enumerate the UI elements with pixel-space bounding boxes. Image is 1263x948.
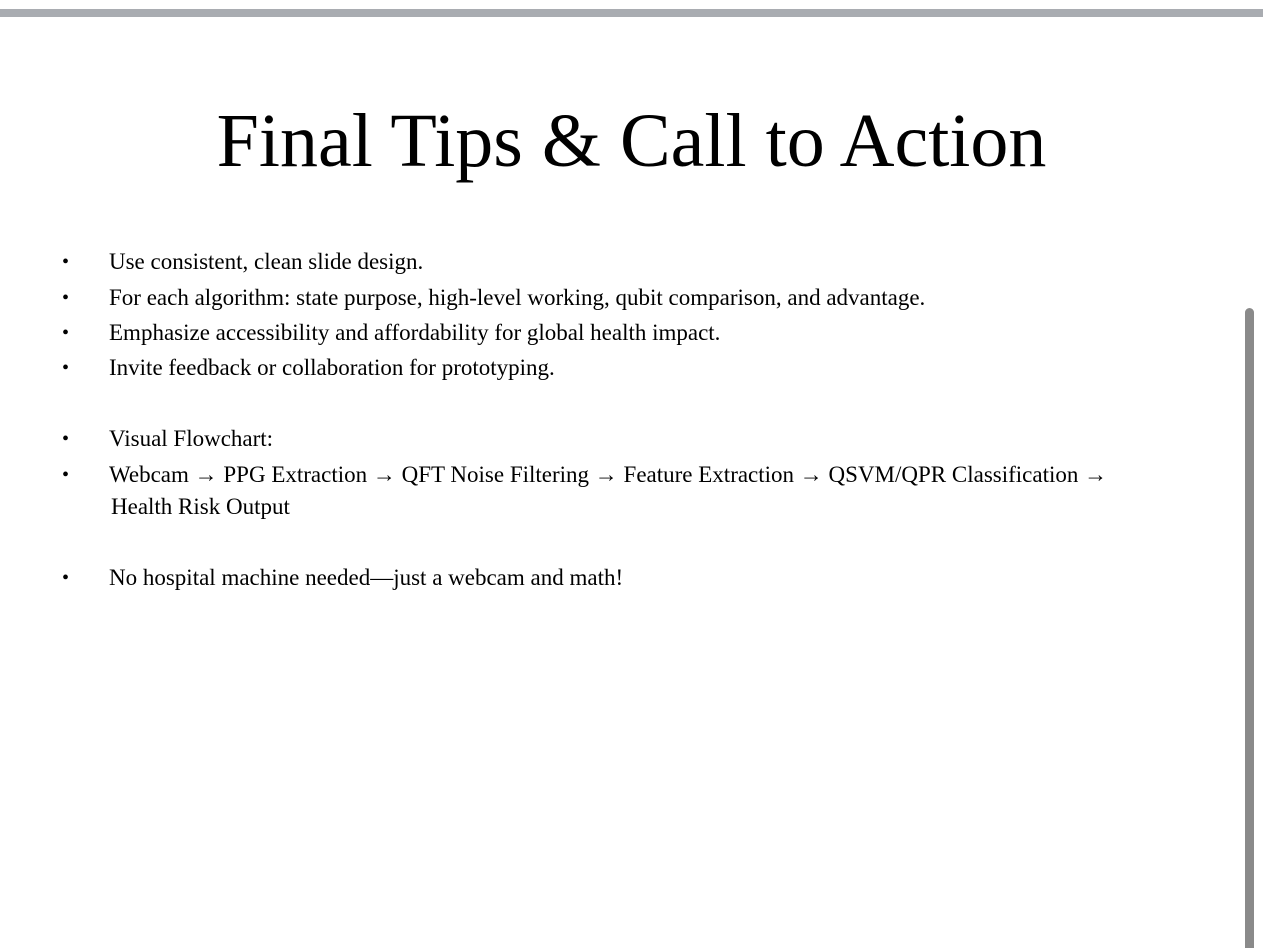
bullet-dot-icon: • (62, 567, 70, 589)
bullet-dot-icon: • (62, 464, 70, 486)
bullet-text: Use consistent, clean slide design. (109, 249, 424, 274)
top-border-bar (0, 9, 1263, 17)
bullet-dot-icon: • (62, 287, 70, 309)
bullet-text: Visual Flowchart: (109, 426, 274, 451)
bullet-text: No hospital machine needed—just a webcam and math! (109, 565, 624, 590)
bullet-text: Invite feedback or collaboration for prototyping. (109, 355, 555, 380)
bullet-text: Emphasize accessibility and affordability for global health impact. (109, 320, 721, 345)
bullet-text (109, 459, 1199, 523)
flowchart-line-2: Health Risk Output (111, 494, 290, 519)
bullet-text: For each algorithm: state purpose, high-level working, qubit comparison, and advantage. (109, 285, 926, 310)
bullet-dot-icon: • (62, 428, 70, 450)
vertical-scrollbar[interactable] (1245, 308, 1254, 948)
bullet-dot-icon: • (62, 357, 70, 379)
bullet-dot-icon: • (62, 251, 70, 273)
flowchart-line-1: Webcam → PPG Extraction → QFT Noise Filtering → Feature Extraction → QSVM/QPR Classification → (109, 462, 1108, 487)
bullet-dot-icon: • (62, 322, 70, 344)
slide-title: Final Tips & Call to Action (216, 99, 1047, 183)
